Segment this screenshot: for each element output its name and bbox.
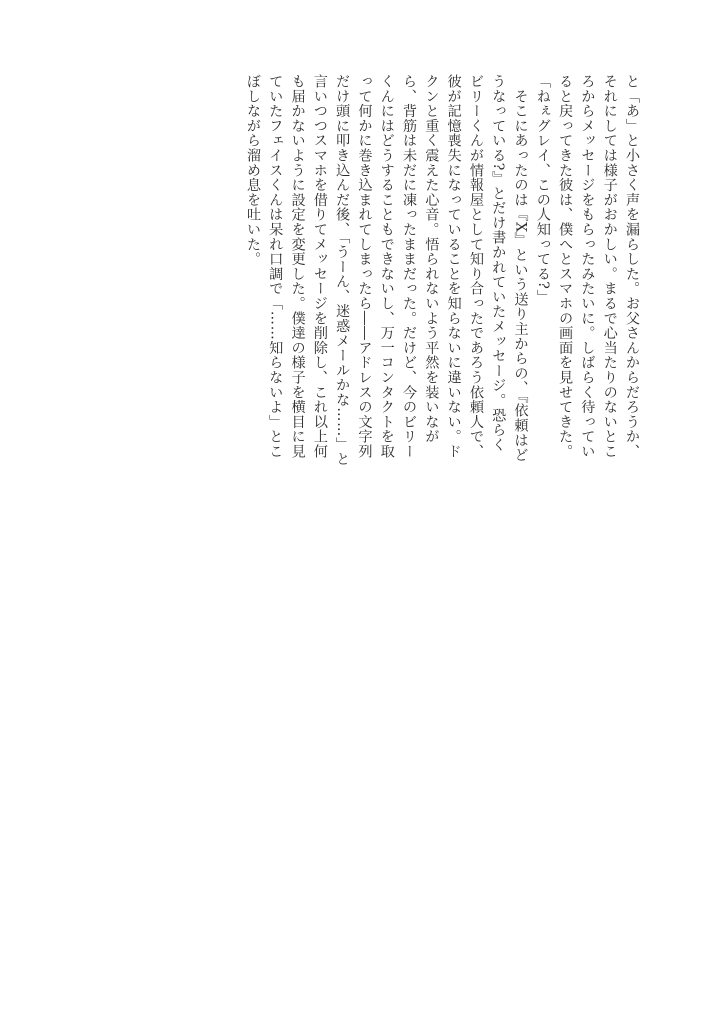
text-line: 言いつつスマホを借りてメッセージを削除し、これ以上何 [311,74,328,459]
text-line: ていたフェイスくんは呆れ口調で「……知らないよ」とこ [267,74,284,459]
text-line: ぼしながら溜め息を吐いた。 [244,74,261,267]
text-line: くんにはどうすることもできないし、万一コンタクトを取 [378,74,395,459]
text-line: 彼が記憶喪失になっていることを知らないに違いない。ド [445,74,462,459]
text-line: ると戻ってきた彼は、僕へとスマホの画面を見せてきた。 [557,74,574,459]
text-line: 「ねぇグレイ、この人知ってる?」 [534,74,551,305]
text-line: クンと重く震えた心音。悟られないよう平然を装いなが [423,74,440,444]
text-line: それにしては様子がおかしい。まるで心当たりのないとこ [601,74,618,459]
text-line: ら、背筋は未だに凍ったままだった。だけど、今のビリー [401,74,418,459]
text-line: ビリーくんが情報屋として知り合ったであろう依頼人で、 [467,74,484,459]
text-line: そこにあったのは『X』という送り主からの、『依頼はど [512,74,529,463]
text-line: も届かないように設定を変更した。僕達の様子を横目に見 [289,74,306,459]
text-line: ろからメッセージをもらったみたいに。しばらく待ってい [579,74,596,459]
text-line: だけ頭に叩き込んだ後、「うーん、迷惑メールかな……」と [334,74,351,467]
text-line: うなっている?』とだけ書かれていたメッセージ。恐らく [490,74,507,453]
vertical-text-block [242,74,643,664]
text-line: と「あ」と小さく声を漏らした。お父さんからだろうか、 [624,74,640,459]
text-line: って何かに巻き込まれてしまったら――アドレスの文字列 [356,74,373,459]
